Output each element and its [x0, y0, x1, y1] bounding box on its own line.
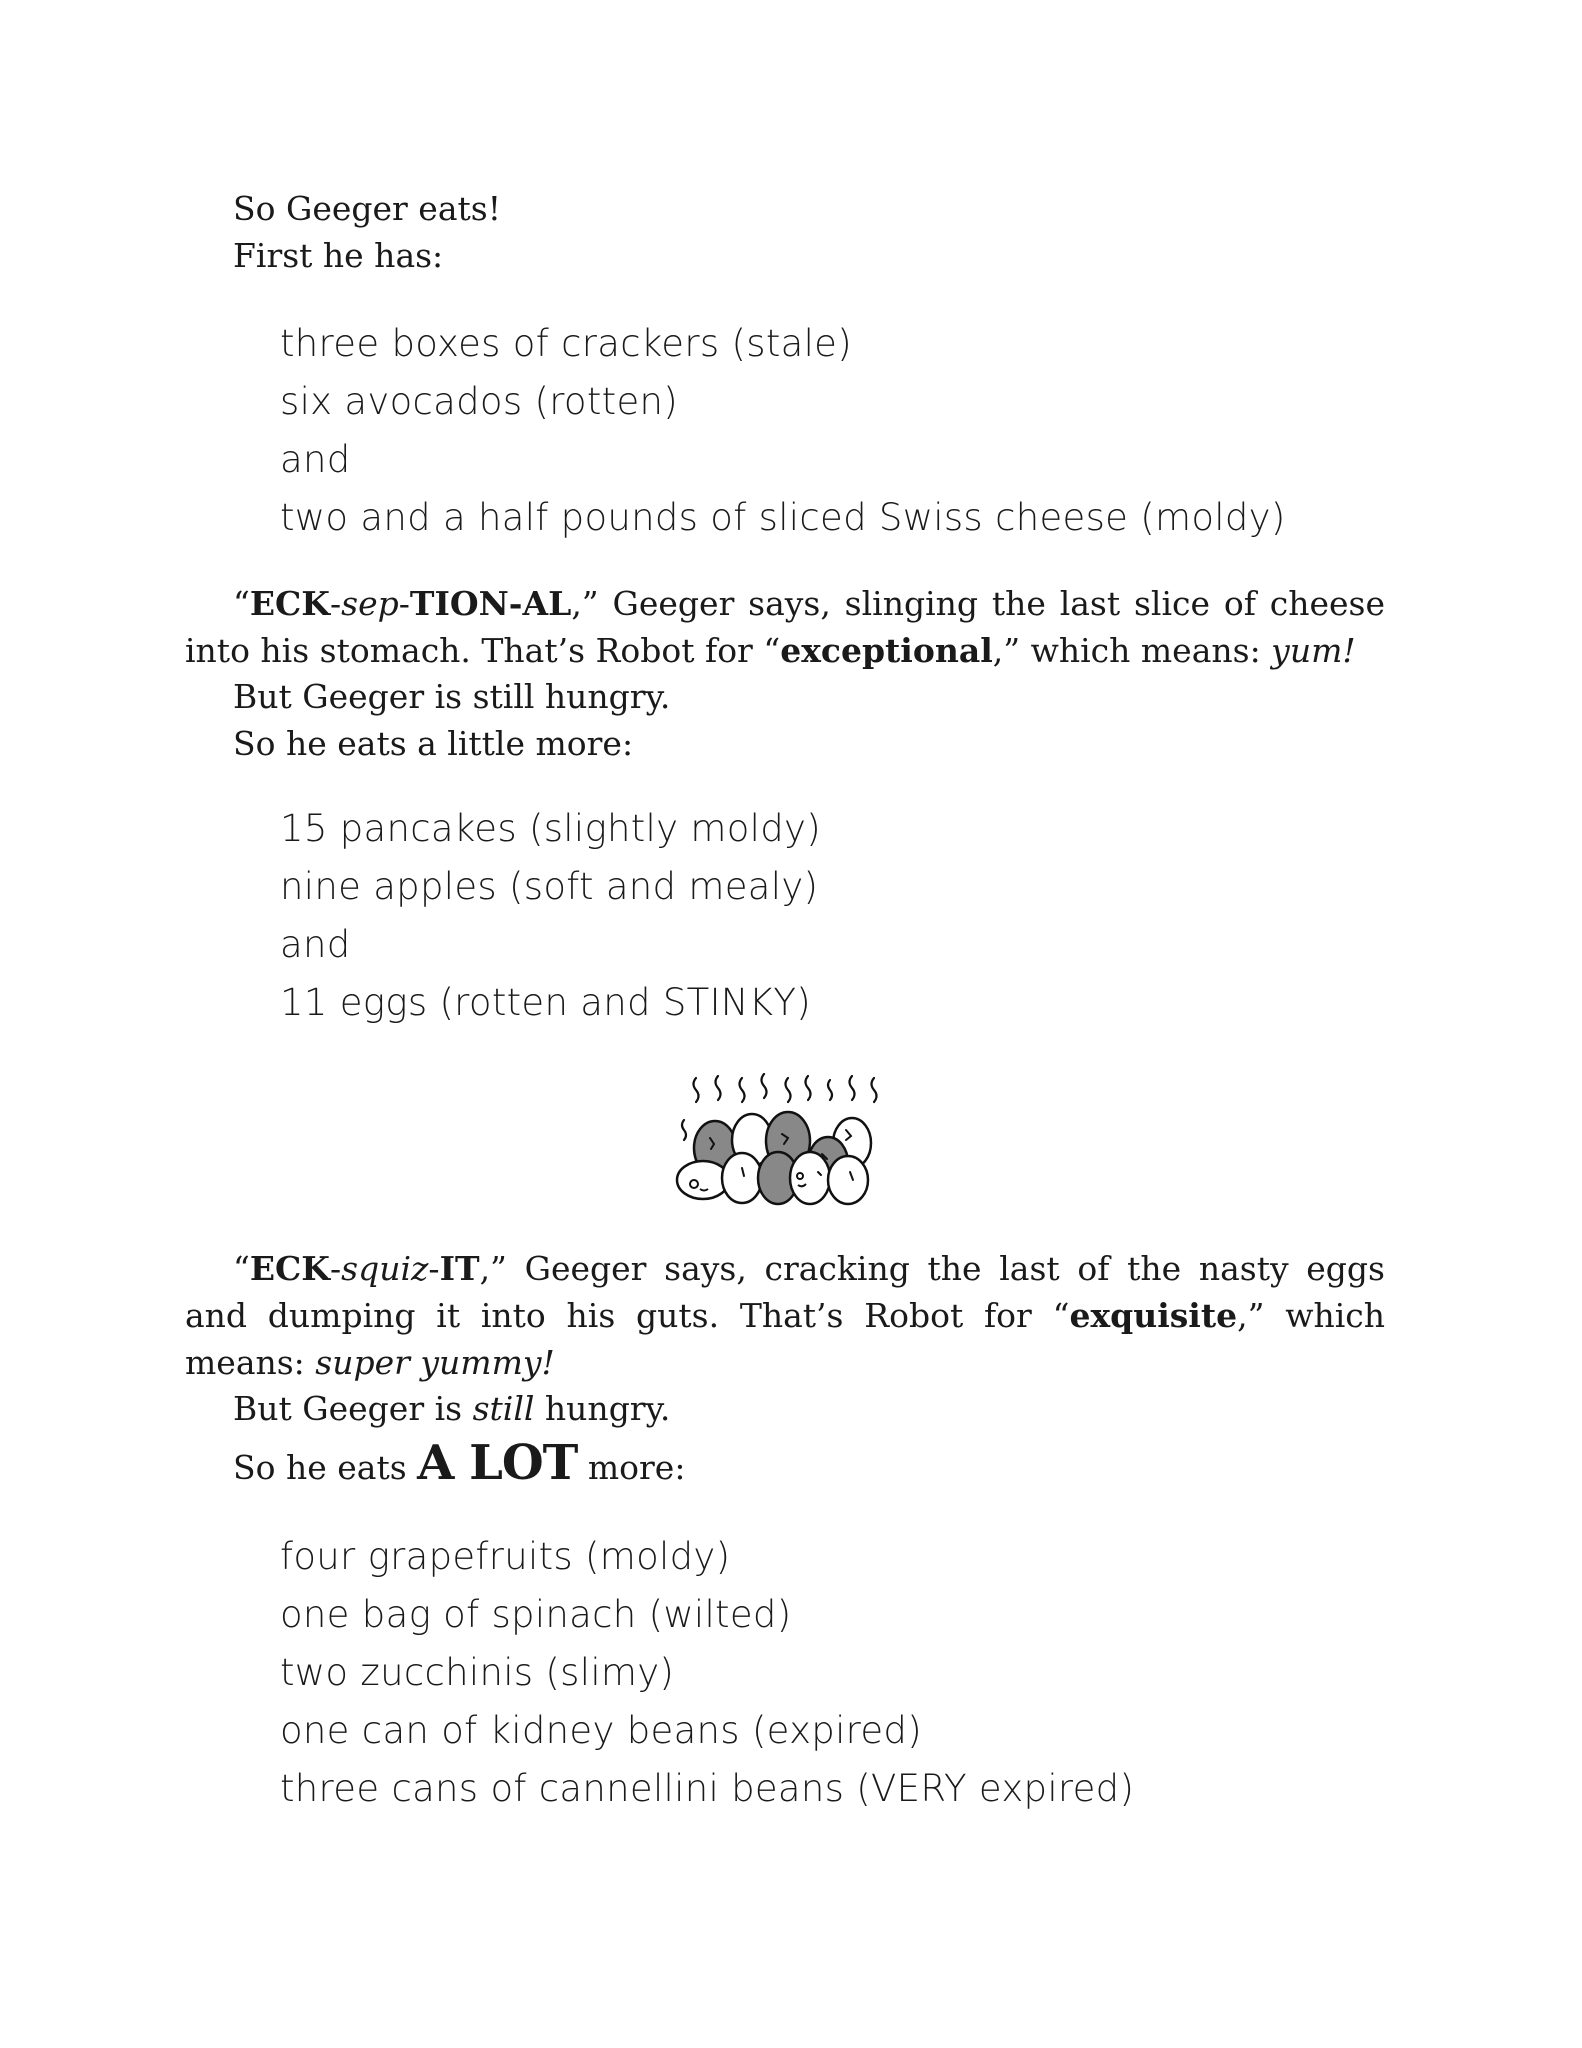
robot-word-part: sep	[341, 584, 399, 623]
robot-word-part: TION-AL	[409, 584, 572, 623]
a-lot-emphasis: A LOT	[417, 1435, 578, 1491]
translated-word: exquisite	[1069, 1296, 1238, 1335]
food-list-2	[280, 800, 821, 1032]
eats-more-line: So he eats a little more:	[233, 724, 634, 763]
still-hungry-line-2: But Geeger is still hungry.	[233, 1389, 671, 1428]
list-item: two zucchinis (slimy)	[280, 1651, 675, 1694]
list-item: and	[280, 923, 351, 966]
food-list-3	[280, 1528, 1134, 1818]
list-item: nine apples (soft and mealy)	[280, 865, 819, 908]
eats-a-lot-line: So he eats A LOT more:	[233, 1435, 686, 1491]
intro-line-1: So Geeger eats!	[233, 189, 501, 228]
robot-word-part: ECK	[249, 584, 330, 623]
list-item: six avocados (rotten)	[280, 380, 679, 423]
list-item: one can of kidney beans (expired)	[280, 1709, 922, 1752]
list-item: three boxes of crackers (stale)	[280, 322, 852, 365]
exceptional-paragraph: “ECK-sep-TION-AL,” Geeger says, slinging the last slice of cheese into his stomach. That’s Robot for “exceptional,” which means: yum!	[185, 584, 1385, 670]
stinky-eggs-illustration	[670, 1068, 910, 1208]
list-item: 11 eggs (rotten and STINKY)	[280, 981, 811, 1024]
list-item: 15 pancakes (slightly moldy)	[280, 807, 821, 850]
robot-word-part: IT	[439, 1249, 480, 1288]
meaning-text: yum!	[1271, 631, 1356, 670]
robot-word-part: squiz	[341, 1249, 429, 1288]
list-item: one bag of spinach (wilted)	[280, 1593, 792, 1636]
translated-word: exceptional	[780, 631, 993, 670]
exquisite-paragraph: “ECK-squiz-IT,” Geeger says, cracking the last of the nasty eggs and dumping it into his guts. That’s Robot for “exquisite,” which means: super yummy!	[185, 1249, 1385, 1382]
food-list-1	[280, 315, 1286, 547]
list-item: four grapefruits (moldy)	[280, 1535, 731, 1578]
still-hungry-line: But Geeger is still hungry.	[233, 677, 671, 716]
list-item: three cans of cannellini beans (VERY expired)	[280, 1767, 1135, 1810]
meaning-text: super yummy!	[315, 1343, 555, 1382]
emphasis: still	[472, 1389, 535, 1428]
intro-line-2: First he has:	[233, 236, 444, 275]
list-item: and	[280, 438, 351, 481]
list-item: two and a half pounds of sliced Swiss cheese (moldy)	[280, 496, 1286, 539]
robot-word-part: ECK	[249, 1249, 330, 1288]
